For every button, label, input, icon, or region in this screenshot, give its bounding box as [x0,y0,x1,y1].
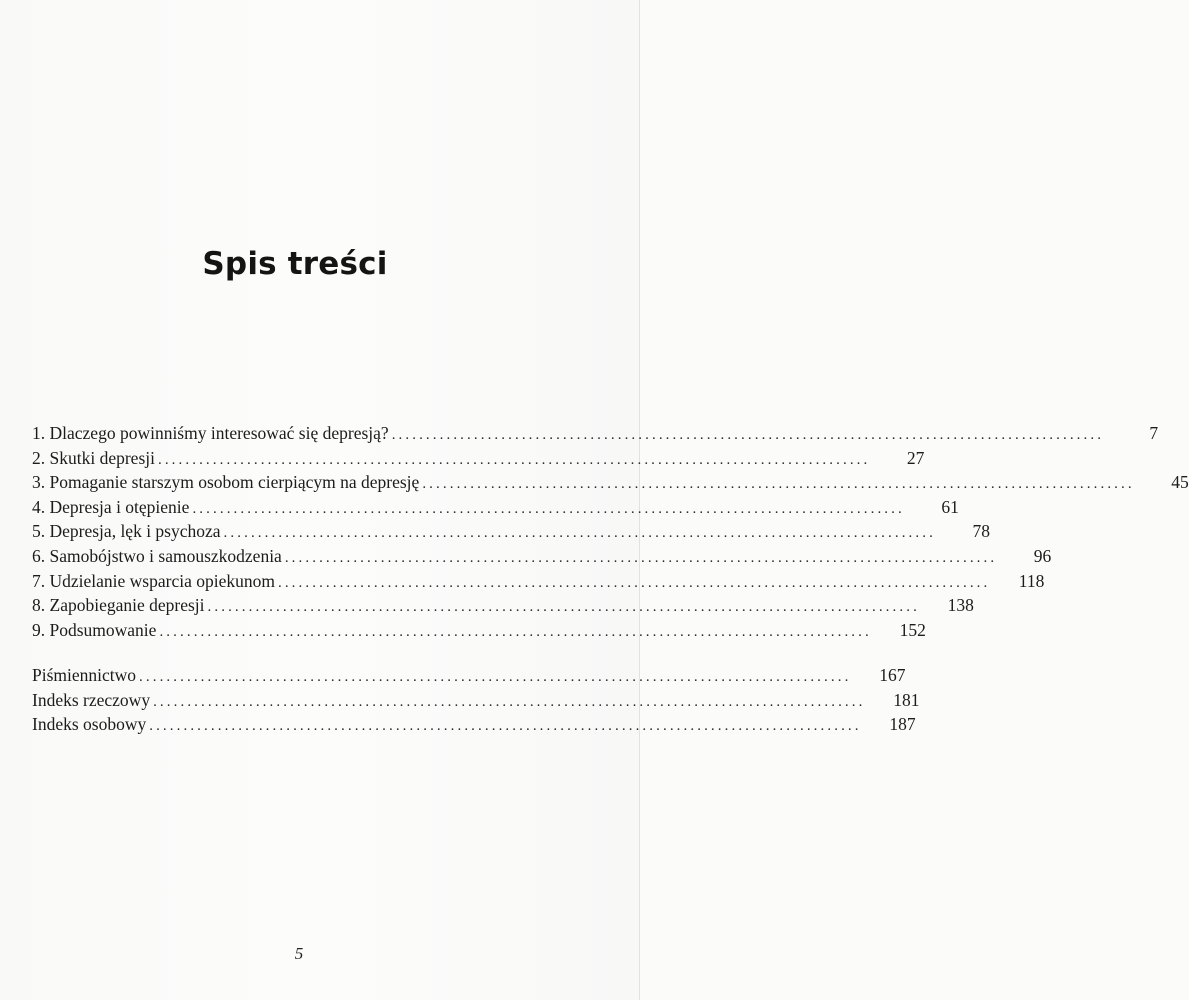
toc-entry-title: 8. Zapobieganie depresji [32,595,205,616]
dot-leader: ........................................................................................................ [192,500,905,517]
dot-leader: ........................................................................................................ [223,525,936,542]
toc-entry-page: 167 [879,665,906,685]
toc-entry [32,521,990,546]
toc-entry-page: 138 [947,595,974,616]
dot-leader: ........................................................................................................ [159,623,872,640]
dot-leader: ........................................................................................................ [277,574,991,591]
toc-entry [32,570,1045,596]
toc-entry-page: 152 [899,619,926,640]
toc-entry-title: 7. Udzielanie wsparcia opiekunom [32,570,275,591]
toc-entry-title: Piśmiennictwo [32,665,137,685]
toc-entry [32,714,916,739]
toc-entry [32,472,1189,497]
dot-leader: ........................................................................................................ [139,669,852,685]
toc-entry [32,447,925,473]
toc-entry-page: 61 [941,496,959,517]
toc-entry [32,496,959,522]
toc-entry-page: 96 [1033,545,1052,566]
page-number: 5 [294,944,304,963]
toc-entry-page: 27 [906,447,925,468]
toc-entry-title: Indeks rzeczowy [32,689,151,710]
toc-entry-title: 3. Pomaganie starszym osobom cierpiącym na depresję [32,472,420,493]
dot-leader: ........................................................................................................ [422,476,1135,493]
toc-entry [32,689,920,715]
toc-entry-page: 78 [972,521,990,542]
toc-entry-title: 4. Depresja i otępienie [32,496,190,517]
dot-leader: ........................................................................................................ [284,549,998,566]
toc-entry-title: 1. Dlaczego powinniśmy interesować się depresją? [32,423,389,443]
dot-leader: ........................................................................................................ [391,427,1105,443]
toc-entry-page: 187 [889,714,916,735]
dot-leader: ........................................................................................................ [157,451,871,468]
toc-entry-page: 7 [1149,423,1159,443]
toc-entry-page: 45 [1171,472,1189,493]
toc-entry-page: 181 [893,689,920,710]
toc-back-matter-list [32,665,920,739]
toc-entry-title: 5. Depresja, lęk i psychoza [32,521,221,542]
toc-entry [32,619,926,645]
dot-leader: ........................................................................................................ [207,599,920,616]
page-title: Spis treści [202,246,388,282]
dot-leader: ........................................................................................................ [149,718,862,735]
toc-entry [32,423,1159,448]
toc-entry-title: 2. Skutki depresji [32,447,155,468]
toc-entry-title: Indeks osobowy [32,714,147,735]
dot-leader: ........................................................................................................ [153,693,866,710]
toc-entry-title: 6. Samobójstwo i samouszkodzenia [32,545,282,566]
toc-chapters-list [32,423,1189,644]
toc-entry [32,545,1052,571]
toc-entry [32,665,906,690]
toc-entry [32,595,974,620]
toc-entry-title: 9. Podsumowanie [32,619,157,640]
toc-entry-page: 118 [1018,570,1045,591]
